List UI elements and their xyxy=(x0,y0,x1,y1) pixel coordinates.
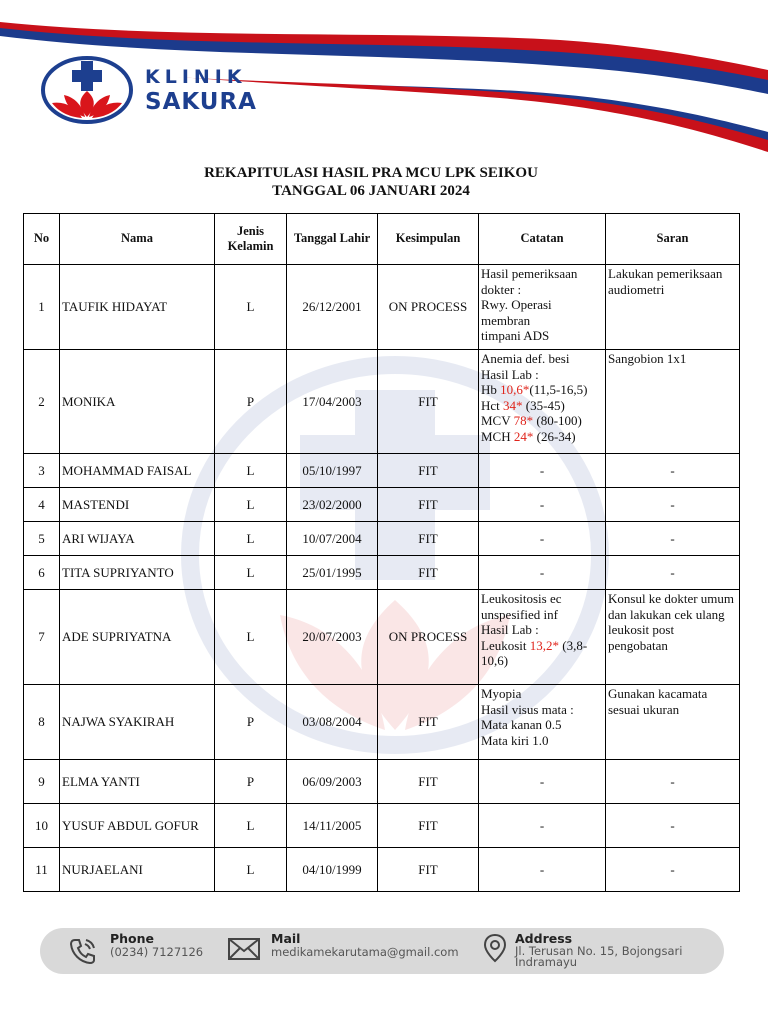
clinic-logo xyxy=(40,55,136,125)
cell-saran: - xyxy=(606,804,740,848)
catatan-line: Hasil pemeriksaan xyxy=(481,266,578,281)
cell-nama: ADE SUPRIYATNA xyxy=(60,590,215,685)
catatan-line: Rwy. Operasi membran xyxy=(481,297,552,328)
cell-tanggal-lahir: 10/07/2004 xyxy=(287,522,378,556)
mail-info xyxy=(271,931,459,959)
contact-footer xyxy=(40,928,724,974)
cell-kesimpulan: FIT xyxy=(378,804,479,848)
lab-label: Leukosit xyxy=(481,637,530,653)
lab-mcv xyxy=(481,413,603,429)
cell-nama: NURJAELANI xyxy=(60,848,215,892)
phone-number: (0234) 7127126 xyxy=(110,945,204,959)
lab-label: Hct xyxy=(481,397,504,413)
catatan-line: Mata kiri 1.0 xyxy=(481,732,549,748)
lab-hb xyxy=(481,382,603,398)
cell-jk: P xyxy=(215,760,287,804)
mail-icon xyxy=(227,936,261,962)
lab-label: Hb xyxy=(481,382,501,397)
cell-kesimpulan: ON PROCESS xyxy=(378,590,479,685)
catatan-line: Hasil Lab : xyxy=(481,622,539,637)
table-row xyxy=(24,522,740,556)
document-date: TANGGAL 06 JANUARI 2024 xyxy=(272,183,470,199)
cell-jk: L xyxy=(215,804,287,848)
clinic-name-line1: KLINIK xyxy=(145,66,247,88)
lab-abnormal-value: 13,2* xyxy=(529,637,559,653)
table-row xyxy=(24,488,740,522)
cell-no: 4 xyxy=(24,488,60,522)
header-jenis-kelamin xyxy=(215,214,287,265)
cell-jk: L xyxy=(215,848,287,892)
cell-nama: TITA SUPRIYANTO xyxy=(60,556,215,590)
cell-catatan: - xyxy=(479,804,606,848)
lab-reference: (80-100) xyxy=(533,413,582,428)
cell-nama: MASTENDI xyxy=(60,488,215,522)
cell-kesimpulan: FIT xyxy=(378,488,479,522)
address-line1: Jl. Terusan No. 15, Bojongsari xyxy=(515,944,683,958)
lab-mch xyxy=(481,429,603,445)
cell-saran: - xyxy=(606,522,740,556)
phone-label: Phone xyxy=(110,931,155,946)
cell-no: 5 xyxy=(24,522,60,556)
cell-kesimpulan: FIT xyxy=(378,848,479,892)
cell-no: 7 xyxy=(24,590,60,685)
catatan-line: Anemia def. besi xyxy=(481,351,570,366)
cell-saran: - xyxy=(606,556,740,590)
lab-reference: (3,8- xyxy=(559,637,588,653)
catatan-line: dokter : xyxy=(481,281,522,297)
clinic-name xyxy=(145,66,257,116)
header-no: No xyxy=(24,214,60,265)
cell-tanggal-lahir: 03/08/2004 xyxy=(287,685,378,760)
catatan-line: unspesified inf xyxy=(481,606,558,622)
cell-jk: P xyxy=(215,350,287,454)
cell-saran: Sangobion 1x1 xyxy=(606,350,740,454)
cell-kesimpulan: FIT xyxy=(378,350,479,454)
table-row xyxy=(24,265,740,350)
cell-no: 2 xyxy=(24,350,60,454)
cell-nama: ELMA YANTI xyxy=(60,760,215,804)
lab-abnormal-value: 10,6* xyxy=(500,382,530,397)
lab-reference: (35-45) xyxy=(522,397,565,413)
header-nama: Nama xyxy=(60,214,215,265)
cell-catatan: - xyxy=(479,760,606,804)
phone-info xyxy=(110,931,203,959)
cell-nama: MONIKA xyxy=(60,350,215,454)
catatan-line: Myopia xyxy=(481,686,522,701)
cell-kesimpulan: FIT xyxy=(378,454,479,488)
cell-jk: L xyxy=(215,590,287,685)
cell-tanggal-lahir: 04/10/1999 xyxy=(287,848,378,892)
cell-no: 1 xyxy=(24,265,60,350)
document-title: REKAPITULASI HASIL PRA MCU LPK SEIKOU xyxy=(204,165,538,181)
table-row xyxy=(24,454,740,488)
cell-no: 8 xyxy=(24,685,60,760)
address-info xyxy=(515,931,682,968)
header-catatan: Catatan xyxy=(479,214,606,265)
cell-tanggal-lahir: 20/07/2003 xyxy=(287,590,378,685)
mcu-results-table xyxy=(23,213,740,892)
cell-jk: L xyxy=(215,556,287,590)
cell-tanggal-lahir: 06/09/2003 xyxy=(287,760,378,804)
cell-no: 6 xyxy=(24,556,60,590)
cell-no: 9 xyxy=(24,760,60,804)
cell-catatan: - xyxy=(479,556,606,590)
cell-jk: L xyxy=(215,454,287,488)
header-jenis-kelamin-text: Jenis Kelamin xyxy=(227,223,274,253)
cell-jk: L xyxy=(215,488,287,522)
cell-saran: - xyxy=(606,848,740,892)
header-kesimpulan: Kesimpulan xyxy=(378,214,479,265)
table-row xyxy=(24,590,740,685)
cell-kesimpulan: FIT xyxy=(378,760,479,804)
lab-leukosit xyxy=(481,638,603,654)
address-label: Address xyxy=(515,931,573,946)
header-saran: Saran xyxy=(606,214,740,265)
cell-tanggal-lahir: 05/10/1997 xyxy=(287,454,378,488)
catatan-line: timpani ADS xyxy=(481,328,550,343)
cell-saran: Lakukan pemeriksaan audiometri xyxy=(606,265,740,350)
lab-abnormal-value: 34* xyxy=(503,397,523,413)
cell-no: 3 xyxy=(24,454,60,488)
catatan-line: Hasil visus mata : xyxy=(481,701,574,717)
table-header-row xyxy=(24,214,740,265)
cell-jk: P xyxy=(215,685,287,760)
cell-no: 10 xyxy=(24,804,60,848)
cell-saran: - xyxy=(606,488,740,522)
cell-catatan: - xyxy=(479,488,606,522)
table-row xyxy=(24,760,740,804)
cell-catatan xyxy=(479,685,606,760)
cell-catatan: - xyxy=(479,522,606,556)
cell-nama: TAUFIK HIDAYAT xyxy=(60,265,215,350)
cell-kesimpulan: FIT xyxy=(378,685,479,760)
lab-abnormal-value: 24* xyxy=(513,428,534,444)
cell-catatan xyxy=(479,590,606,685)
cell-catatan xyxy=(479,350,606,454)
lab-label: MCV xyxy=(481,413,514,428)
cell-saran: Gunakan kacamata sesuai ukuran xyxy=(606,685,740,760)
catatan-line: Mata kanan 0.5 xyxy=(481,717,562,732)
location-pin-icon xyxy=(482,933,508,965)
cell-saran: - xyxy=(606,454,740,488)
cell-tanggal-lahir: 26/12/2001 xyxy=(287,265,378,350)
table-row xyxy=(24,848,740,892)
clinic-name-line2: SAKURA xyxy=(145,89,257,115)
cell-jk: L xyxy=(215,522,287,556)
cell-jk: L xyxy=(215,265,287,350)
mail-label: Mail xyxy=(271,931,301,946)
cell-tanggal-lahir: 23/02/2000 xyxy=(287,488,378,522)
address-line2: Indramayu xyxy=(515,955,578,969)
cell-nama: MOHAMMAD FAISAL xyxy=(60,454,215,488)
table-row xyxy=(24,685,740,760)
cell-nama: YUSUF ABDUL GOFUR xyxy=(60,804,215,848)
cell-saran: Konsul ke dokter umum dan lakukan cek ulang leukosit post pengobatan xyxy=(606,590,740,685)
catatan-line: Hasil Lab : xyxy=(481,366,539,382)
cell-nama: NAJWA SYAKIRAH xyxy=(60,685,215,760)
lab-abnormal-value: 78* xyxy=(513,413,534,428)
cell-tanggal-lahir: 14/11/2005 xyxy=(287,804,378,848)
cell-kesimpulan: FIT xyxy=(378,522,479,556)
lab-hct xyxy=(481,398,603,414)
lab-reference: (11,5-16,5) xyxy=(529,382,588,397)
cell-kesimpulan: FIT xyxy=(378,556,479,590)
mail-address: medikamekarutama@gmail.com xyxy=(271,945,459,959)
cell-tanggal-lahir: 25/01/1995 xyxy=(287,556,378,590)
phone-icon xyxy=(68,936,98,966)
catatan-line: Leukositosis ec xyxy=(481,591,562,606)
table-row xyxy=(24,556,740,590)
cell-catatan xyxy=(479,265,606,350)
table-row xyxy=(24,350,740,454)
lab-reference-cont: 10,6) xyxy=(481,653,509,668)
cell-catatan: - xyxy=(479,848,606,892)
cell-kesimpulan: ON PROCESS xyxy=(378,265,479,350)
lab-reference: (26-34) xyxy=(533,428,576,444)
header-tanggal-lahir: Tanggal Lahir xyxy=(287,214,378,265)
cell-no: 11 xyxy=(24,848,60,892)
lab-label: MCH xyxy=(481,428,514,444)
cell-tanggal-lahir: 17/04/2003 xyxy=(287,350,378,454)
cell-saran: - xyxy=(606,760,740,804)
table-row xyxy=(24,804,740,848)
cell-nama: ARI WIJAYA xyxy=(60,522,215,556)
cell-catatan: - xyxy=(479,454,606,488)
